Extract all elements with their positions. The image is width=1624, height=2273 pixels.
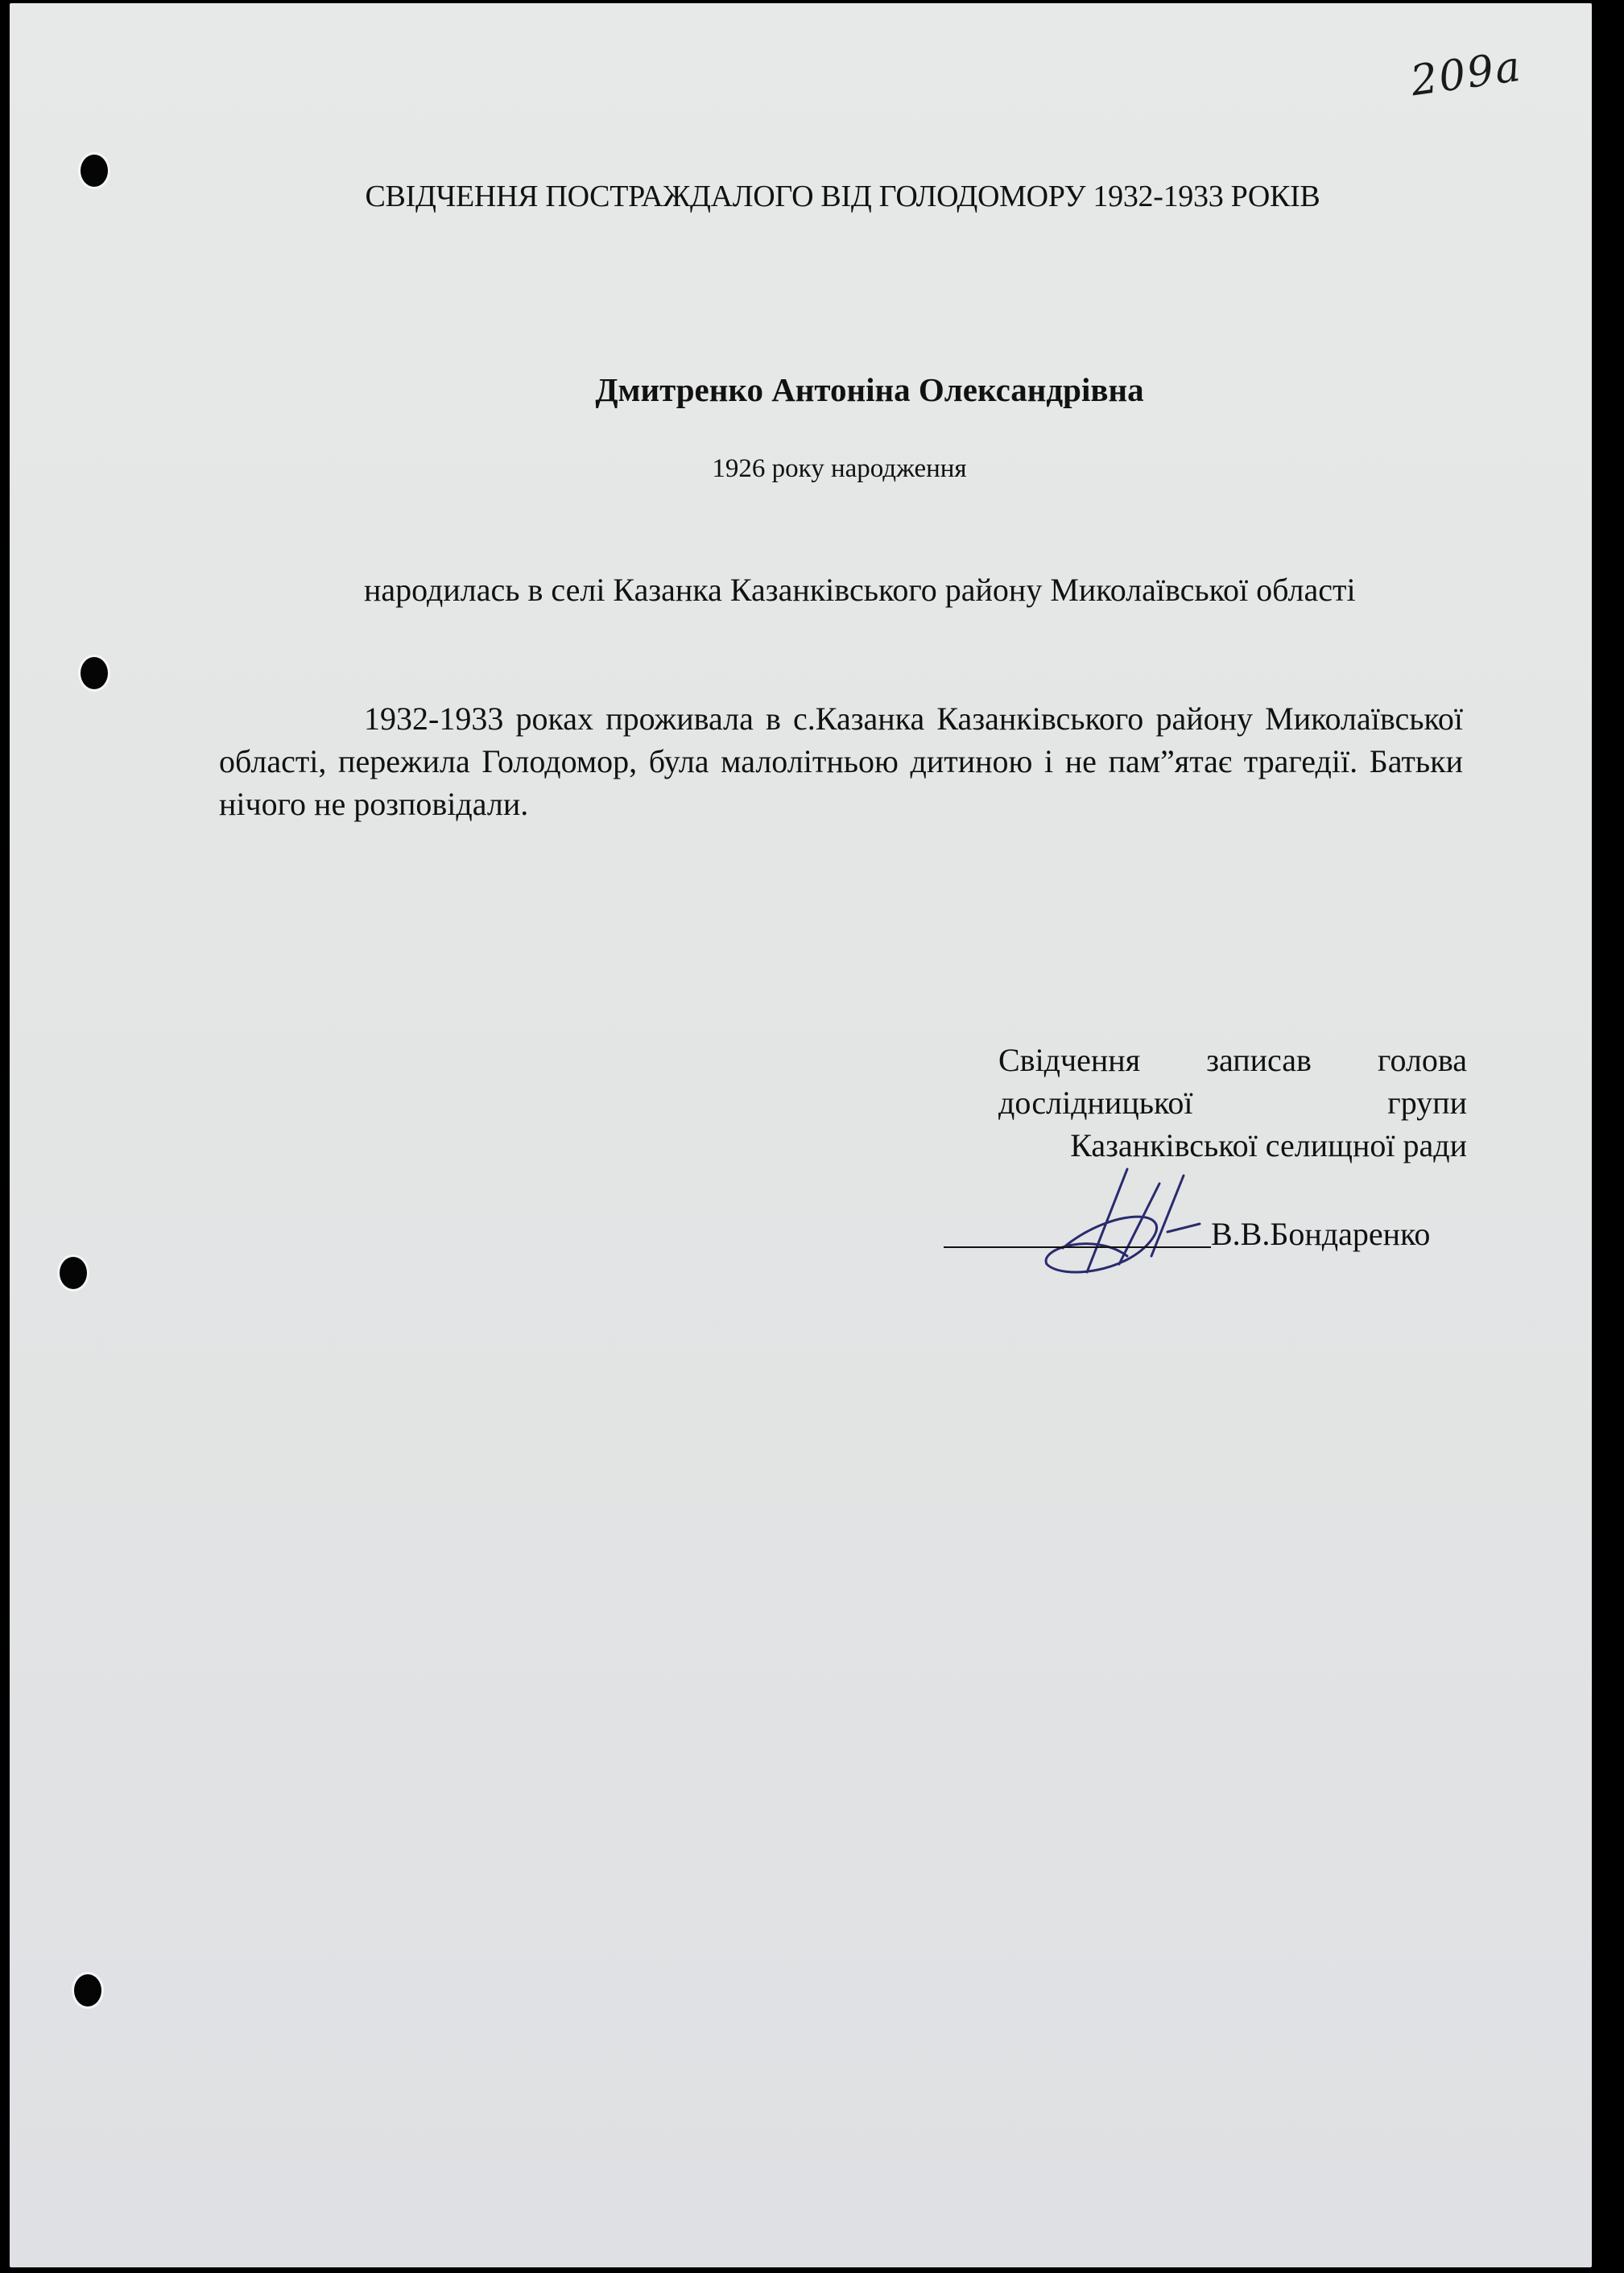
punch-hole <box>81 657 108 689</box>
recorder-block <box>998 1039 1467 1167</box>
recorder-line: дослідницької групи <box>998 1085 1467 1121</box>
recorder-line: Свідчення записав голова <box>998 1042 1467 1078</box>
signature-row <box>944 1214 1430 1253</box>
signature-line <box>944 1214 1211 1248</box>
person-name: Дмитренко Антоніна Олександрівна <box>595 371 1144 408</box>
handwritten-page-number: 209а <box>1407 42 1525 106</box>
birth-year-line: 1926 року народження <box>712 454 967 483</box>
signatory-name: В.В.Бондаренко <box>1211 1216 1431 1252</box>
document-title: СВІДЧЕННЯ ПОСТРАЖДАЛОГО ВІД ГОЛОДОМОРУ 1932-1933 РОКІВ <box>365 180 1320 213</box>
recorder-line: Казанківської селищної ради <box>1070 1127 1467 1163</box>
paragraph-birthplace: народилась в селі Казанка Казанківського району Миколаївської області <box>364 572 1356 608</box>
punch-hole <box>74 1974 101 2006</box>
punch-hole <box>60 1257 87 1289</box>
paragraph-testimony: 1932-1933 роках проживала в с.Казанка Казанківського району Миколаївської області, пережила Голодомор, була малолітньою дитиною і не пам”ятає трагедії. Батьки нічого не розповідали. <box>219 700 1463 822</box>
